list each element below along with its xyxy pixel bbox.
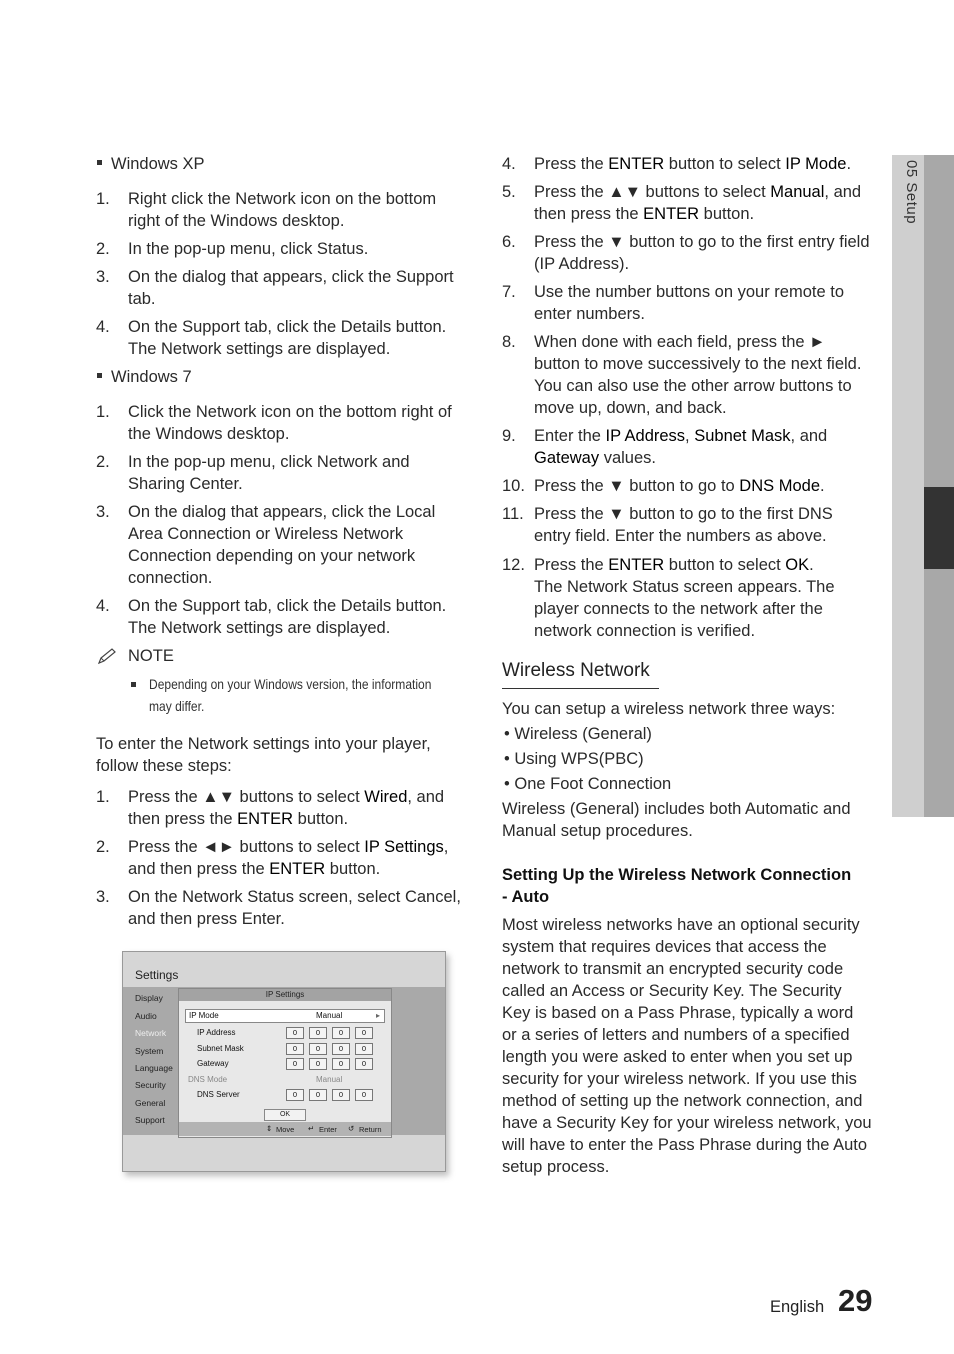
wireless-network-heading: Wireless Network (502, 660, 650, 681)
xp-step-2: 2. In the pop-up menu, click Status. (96, 240, 369, 258)
menu-item-display: Display (135, 993, 163, 1003)
gateway-octet: 0 (355, 1058, 373, 1070)
windows-7-heading: Windows 7 (97, 366, 192, 388)
ip-octet: 0 (286, 1027, 304, 1039)
chapter-tab-marker (924, 487, 954, 569)
note-bullet (131, 682, 136, 687)
w7-step-4: 4. On the Support tab, click the Details button. The Network settings are displayed. (96, 597, 447, 637)
gateway-label: Gateway (197, 1059, 229, 1068)
menu-item-language: Language (135, 1063, 173, 1073)
heading-underline (502, 688, 659, 689)
windows-xp-heading: Windows XP (97, 153, 205, 175)
step-4: 4. Press the ENTER button to select IP Mode. (502, 155, 852, 173)
menu-item-network: Network (135, 1028, 167, 1038)
w7-step-3: 3. On the dialog that appears, click the Local Area Connection or Wireless Network Connection depending on your network connection. (96, 503, 436, 587)
subnet-octet: 0 (309, 1043, 327, 1055)
ip-address-label: IP Address (197, 1028, 236, 1037)
note-text: Depending on your Windows version, the information may differ. (149, 676, 432, 714)
screenshot-title: Settings (135, 968, 179, 982)
wireless-way-1: • Wireless (General) (504, 725, 652, 743)
subnet-octet: 0 (332, 1043, 350, 1055)
dns-mode-value: Manual (316, 1075, 343, 1084)
dialog-title: IP Settings (179, 989, 391, 1001)
move-label: Move (276, 1125, 295, 1134)
step-6: 6. Press the ▼ button to go to the first entry field (IP Address). (502, 233, 870, 273)
page-number: 29 (838, 1283, 873, 1318)
return-icon: ↺ (348, 1124, 355, 1133)
subnet-octet: 0 (286, 1043, 304, 1055)
wireless-way-2: • Using WPS(PBC) (504, 750, 644, 768)
enter-label: Enter (319, 1125, 337, 1134)
w7-step-2: 2. In the pop-up menu, click Network and Sharing Center. (96, 453, 410, 493)
menu-item-support: Support (135, 1115, 165, 1125)
subnet-octet: 0 (355, 1043, 373, 1055)
step-7: 7. Use the number buttons on your remote to enter numbers. (502, 283, 845, 323)
menu-item-system: System (135, 1046, 164, 1056)
chapter-tab-stripe (924, 155, 954, 817)
dns-octet: 0 (332, 1089, 350, 1101)
step-5: 5. Press the ▲▼ buttons to select Manual, and then press the ENTER button. (502, 183, 862, 223)
player-step-3: 3. On the Network Status screen, select Cancel, and then press Enter. (96, 888, 461, 928)
menu-item-general: General (135, 1098, 166, 1108)
xp-step-3: 3. On the dialog that appears, click the Support tab. (96, 268, 454, 308)
gateway-octet: 0 (309, 1058, 327, 1070)
note-label: NOTE (128, 647, 174, 665)
ip-settings-dialog (178, 988, 392, 1138)
footer-language: English (770, 1298, 825, 1316)
subnet-mask-label: Subnet Mask (197, 1044, 244, 1053)
ip-mode-value: Manual (316, 1011, 343, 1020)
step-11: 11. Press the ▼ button to go to the first DNS entry field. Enter the numbers as above. (502, 505, 833, 545)
gateway-octet: 0 (286, 1058, 304, 1070)
ip-octet: 0 (309, 1027, 327, 1039)
step-10: 10. Press the ▼ button to go to DNS Mode. (502, 477, 825, 495)
step-8: 8. When done with each field, press the ► button to move successively to the next field. You can also use the other arrow buttons to move up, down, and back. (502, 333, 862, 417)
auto-setup-heading: Setting Up the Wireless Network Connection - Auto (502, 866, 852, 906)
xp-step-4: 4. On the Support tab, click the Details button. The Network settings are displayed. (96, 318, 447, 358)
wireless-way-3: • One Foot Connection (504, 775, 672, 793)
step-12: 12. Press the ENTER button to select OK. The Network Status screen appears. The player connects to the network after the network connection is verified. (502, 556, 835, 640)
dns-octet: 0 (355, 1089, 373, 1101)
menu-item-security: Security (135, 1080, 166, 1090)
menu-item-audio: Audio (135, 1011, 157, 1021)
dialog-footer (179, 1122, 391, 1136)
return-label: Return (359, 1125, 382, 1134)
auto-setup-body: Most wireless networks have an optional security system that requires devices that access the network to transmit an encrypted security code called an Access or Security Key. The Security Key is based on a Pass Phrase, typically a word or a series of letters and numbers of a specified length you were asked to enter when you set up security for your wireless network. If you use this method of setting up the network connection, and have a Security Key for your wireless network, you will have to enter the Pass Phrase during the Auto setup process. (502, 916, 872, 1176)
gateway-octet: 0 (332, 1058, 350, 1070)
ok-button: OK (264, 1109, 306, 1121)
wireless-intro: You can setup a wireless network three ways: (502, 700, 836, 718)
arrow-right-icon: ▸ (376, 1011, 381, 1020)
ip-octet: 0 (355, 1027, 373, 1039)
ip-mode-label: IP Mode (189, 1011, 219, 1020)
ip-settings-screenshot (122, 951, 446, 1172)
dns-octet: 0 (309, 1089, 327, 1101)
player-step-2: 2. Press the ◄► buttons to select IP Settings, and then press the ENTER button. (96, 838, 449, 878)
intro-paragraph: To enter the Network settings into your player, follow these steps: (96, 735, 431, 775)
dns-mode-label: DNS Mode (188, 1075, 228, 1084)
pencil-icon (97, 647, 119, 667)
dns-server-label: DNS Server (197, 1090, 240, 1099)
xp-step-1: 1. Right click the Network icon on the bottom right of the Windows desktop. (96, 190, 437, 230)
ip-mode-row (185, 1009, 385, 1023)
move-arrows-icon: ⇕ (266, 1124, 273, 1133)
dns-octet: 0 (286, 1089, 304, 1101)
chapter-label: 05 Setup (903, 160, 920, 225)
enter-icon: ↵ (308, 1124, 315, 1133)
wireless-note: Wireless (General) includes both Automatic and Manual setup procedures. (502, 800, 851, 840)
step-9: 9. Enter the IP Address, Subnet Mask, and Gateway values. (502, 427, 828, 467)
w7-step-1: 1. Click the Network icon on the bottom right of the Windows desktop. (96, 403, 452, 443)
ip-octet: 0 (332, 1027, 350, 1039)
player-step-1: 1. Press the ▲▼ buttons to select Wired, and then press the ENTER button. (96, 788, 445, 828)
